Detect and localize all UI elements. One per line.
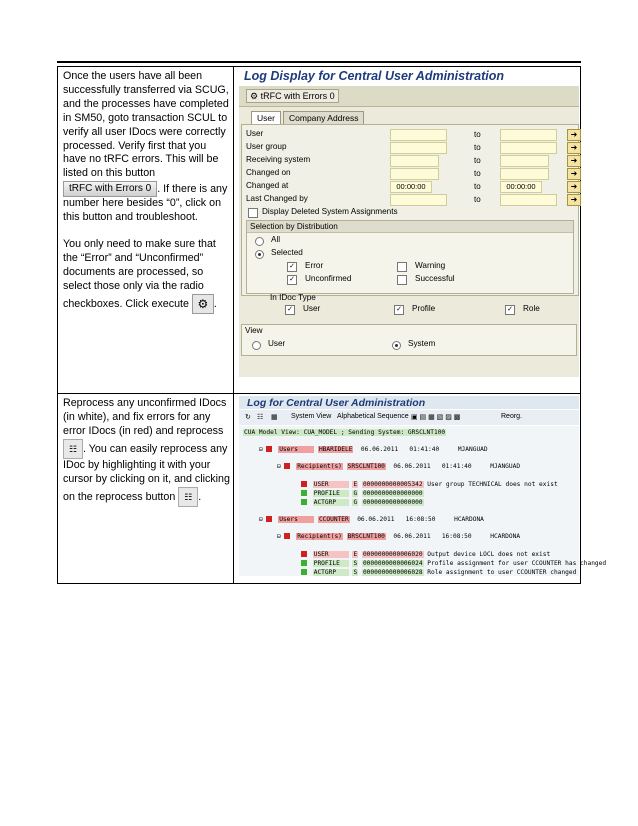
- tab-user[interactable]: User: [251, 111, 281, 124]
- last-changed-by-to-input[interactable]: [500, 194, 557, 206]
- log-display-screen: [234, 67, 580, 393]
- node-icon: ⊟: [277, 463, 281, 470]
- time: 16:08:50: [441, 533, 472, 540]
- radio-selected[interactable]: [255, 250, 264, 259]
- ok-status-icon: [301, 490, 307, 496]
- idoc-message: Role assignment to user CCOUNTER changed: [427, 569, 577, 576]
- radio-selected-label: Selected: [271, 248, 303, 257]
- idoc-type: PROFILE: [313, 560, 349, 567]
- idoc-flag: E: [353, 481, 358, 488]
- date: 06.06.2011: [357, 516, 395, 523]
- idoc-number: 0000000000000000: [362, 490, 423, 497]
- changed-by: MJANGUAD: [457, 446, 488, 453]
- selection-group-title: Selection by Distribution: [247, 221, 573, 233]
- display-deleted-checkbox[interactable]: [248, 208, 258, 218]
- reprocess-toolbar-icon[interactable]: ☷: [257, 414, 264, 421]
- to-label: to: [474, 169, 481, 178]
- idoc-flag: S: [353, 560, 358, 567]
- tab-company-address[interactable]: Company Address: [283, 111, 364, 124]
- idoc-role-checkbox[interactable]: ✓: [505, 305, 515, 315]
- time: 01:41:40: [441, 463, 472, 470]
- idoc-number: 0000000000006020: [362, 551, 423, 558]
- reprocess-icon: ☷: [178, 487, 198, 507]
- cua-log-titlebar: [239, 396, 579, 409]
- row1-text-p1-after: . If there is any number here besides “0”, click on this button and troubleshoot.: [63, 183, 228, 224]
- view-user-label: User: [268, 339, 286, 348]
- idoc-flag: G: [353, 499, 358, 506]
- users-value: HBARIDELE: [318, 446, 353, 453]
- radio-all-label: All: [271, 235, 281, 244]
- idoc-row[interactable]: [301, 560, 606, 567]
- changed-at-from-input[interactable]: 00:00:00: [390, 181, 432, 193]
- trfc-errors-button-label: tRFC with Errors 0: [260, 91, 335, 101]
- row1-paragraph-2: [63, 238, 230, 314]
- idoc-number: 0000000000006028: [362, 569, 423, 576]
- cua-log-screen: [234, 394, 607, 580]
- trfc-errors-button[interactable]: ⚙ tRFC with Errors 0: [246, 89, 339, 103]
- row2-text-c: .: [198, 490, 202, 503]
- unconfirmed-checkbox[interactable]: ✓: [287, 275, 297, 285]
- date: 06.06.2011: [393, 463, 431, 470]
- field-label-last-changed-by: Last Changed by: [246, 194, 308, 203]
- field-label-receiving-system: Receiving system: [246, 155, 311, 164]
- display-deleted-label: Display Deleted System Assignments: [262, 207, 398, 216]
- error-status-icon: [284, 533, 290, 539]
- warning-checkbox[interactable]: [397, 262, 407, 272]
- idoc-role-label: Role: [523, 304, 540, 313]
- recipient-node[interactable]: [277, 463, 520, 470]
- receiving-system-from-input[interactable]: [390, 155, 439, 167]
- idoc-row[interactable]: [301, 490, 424, 497]
- idoc-profile-label: Profile: [412, 304, 436, 313]
- recipient-node[interactable]: [277, 533, 520, 540]
- header-line-text: CUA Model View: CUA_MODEL ; Sending System: GRSCLNT100: [244, 429, 446, 436]
- view-group-title: View: [245, 326, 263, 335]
- expand-icon[interactable]: ▦: [271, 414, 278, 421]
- idoc-row[interactable]: [301, 499, 424, 506]
- reorg-button[interactable]: Reorg.: [501, 413, 523, 420]
- idoc-message: User group TECHNICAL does not exist: [427, 481, 558, 488]
- idoc-row[interactable]: [301, 569, 576, 576]
- changed-on-to-input[interactable]: [500, 168, 549, 180]
- cua-log-toolbar: [239, 410, 579, 425]
- user-criteria-frame: [241, 124, 579, 302]
- error-status-icon: [284, 463, 290, 469]
- date: 06.06.2011: [360, 446, 399, 453]
- reprocess-icon: ☷: [63, 439, 83, 459]
- field-label-user: User: [246, 129, 264, 138]
- recipient-label: Recipient(s): [297, 533, 342, 540]
- to-label: to: [474, 130, 481, 139]
- last-changed-by-from-input[interactable]: [390, 194, 447, 206]
- idoc-type: USER: [313, 551, 349, 558]
- recipient-value: BRSCLNT100: [347, 533, 385, 540]
- successful-label: Successful: [415, 274, 455, 283]
- view-system-label: System: [408, 339, 436, 348]
- error-status-icon: [266, 516, 272, 522]
- log-display-body: [239, 107, 579, 377]
- warning-label: Warning: [415, 261, 446, 270]
- multiple-selection-icon[interactable]: ➜: [567, 168, 581, 180]
- selection-by-distribution-group: [246, 220, 574, 294]
- error-label: Error: [305, 261, 324, 270]
- idoc-number: 0000000000000000: [362, 499, 423, 506]
- multiple-selection-icon[interactable]: ➜: [567, 181, 581, 193]
- view-user-radio[interactable]: [252, 341, 261, 350]
- execute-icon: ⚙: [192, 294, 214, 314]
- to-label: to: [474, 143, 481, 152]
- row2-text-cell: [58, 394, 234, 584]
- toolbar-icons[interactable]: ▣ ▤ ▦ ▧ ▨ ▩: [411, 414, 461, 421]
- node-icon: ⊟: [277, 533, 281, 540]
- ok-status-icon: [301, 569, 307, 575]
- multiple-selection-icon[interactable]: ➜: [567, 194, 581, 206]
- idoc-type: USER: [313, 481, 349, 488]
- row2-text-b: . You can easily reprocess any IDoc by highlighting it with your cursor by clicking on it, and clicking on the reprocess button: [63, 442, 230, 503]
- log-display-toolbar: [239, 86, 579, 107]
- cua-log-title: Log for Central User Administration: [247, 397, 426, 409]
- idoc-number: 0000000000006024: [362, 560, 423, 567]
- recipient-value: SRSCLNT100: [347, 463, 385, 470]
- system-view-button[interactable]: System View: [291, 413, 332, 420]
- field-label-user-group: User group: [246, 142, 287, 151]
- header-line: [243, 429, 446, 436]
- idoc-row[interactable]: [301, 481, 558, 488]
- idoc-user-label: User: [303, 304, 321, 313]
- idoc-message: Output device LOCL does not exist: [427, 551, 551, 558]
- changed-on-from-input[interactable]: [390, 168, 439, 180]
- date: 06.06.2011: [393, 533, 431, 540]
- user-group-to-input[interactable]: [500, 142, 557, 154]
- ok-status-icon: [301, 560, 307, 566]
- successful-checkbox[interactable]: [397, 275, 407, 285]
- row2-screenshot-cell: [234, 394, 607, 584]
- error-status-icon: [301, 551, 307, 557]
- view-system-radio[interactable]: [392, 341, 401, 350]
- users-node[interactable]: [259, 446, 488, 453]
- user-group-from-input[interactable]: [390, 142, 447, 154]
- idoc-type: ACTGRP: [313, 499, 349, 506]
- error-status-icon: [266, 446, 272, 452]
- refresh-icon[interactable]: ↻: [245, 414, 251, 421]
- users-label: Users: [278, 446, 314, 453]
- field-label-changed-on: Changed on: [246, 168, 291, 177]
- node-icon: ⊟: [259, 516, 263, 523]
- idoc-row[interactable]: [301, 551, 550, 558]
- idoc-flag: E: [353, 551, 358, 558]
- multiple-selection-icon[interactable]: ➜: [567, 142, 581, 154]
- user-from-input[interactable]: [390, 129, 447, 141]
- unconfirmed-label: Unconfirmed: [305, 274, 352, 283]
- multiple-selection-icon[interactable]: ➜: [567, 129, 581, 141]
- top-rule: [57, 61, 581, 63]
- changed-by: HCARDONA: [490, 533, 521, 540]
- field-label-changed-at: Changed at: [246, 181, 289, 190]
- radio-all[interactable]: [255, 237, 264, 246]
- users-node[interactable]: [259, 516, 484, 523]
- cua-log-tree: [239, 426, 607, 576]
- row1-text-p2-after: .: [213, 297, 217, 310]
- row1-text-p2: You only need to make sure that the “Error” and “Unconfirmed” documents are processed, so select those only via the radio checkboxes. Click execute: [63, 238, 216, 310]
- row1-paragraph-1: [63, 70, 230, 225]
- idoc-type: ACTGRP: [313, 569, 349, 576]
- node-icon: ⊟: [259, 446, 263, 453]
- recipient-label: Recipient(s): [297, 463, 342, 470]
- instruction-table: [57, 66, 607, 584]
- idoc-flag: S: [353, 569, 358, 576]
- idoc-type-label: In IDoc Type: [270, 293, 316, 302]
- ok-status-icon: [301, 499, 307, 505]
- log-display-title: Log Display for Central User Administration: [244, 69, 504, 83]
- view-group: [241, 324, 577, 356]
- row2-text-a: Reprocess any unconfirmed IDocs (in white), and fix errors for any error IDocs (in red) and reprocess: [63, 397, 227, 437]
- receiving-system-to-input[interactable]: [500, 155, 549, 167]
- users-value: CCOUNTER: [318, 516, 349, 523]
- time: 16:08:50: [405, 516, 436, 523]
- to-label: to: [474, 156, 481, 165]
- error-status-icon: [301, 481, 307, 487]
- idoc-message: Profile assignment for user CCOUNTER has changed: [427, 560, 607, 567]
- to-label: to: [474, 182, 481, 191]
- changed-by: MJANGUAD: [490, 463, 521, 470]
- alphabetical-sequence-button[interactable]: Alphabetical Sequence: [337, 413, 409, 420]
- row1-text-cell: [58, 67, 234, 394]
- user-to-input[interactable]: [500, 129, 557, 141]
- idoc-flag: G: [353, 490, 358, 497]
- users-label: Users: [278, 516, 314, 523]
- changed-at-to-input[interactable]: 00:00:00: [500, 181, 542, 193]
- row1-screenshot-cell: [234, 67, 581, 394]
- idoc-profile-checkbox[interactable]: ✓: [394, 305, 404, 315]
- error-checkbox[interactable]: ✓: [287, 262, 297, 272]
- multiple-selection-icon[interactable]: ➜: [567, 155, 581, 167]
- trfc-errors-inline-button: tRFC with Errors 0: [63, 181, 157, 197]
- idoc-type: PROFILE: [313, 490, 349, 497]
- changed-by: HCARDONA: [454, 516, 484, 523]
- row1-text-p1: Once the users have all been successfully transferred via SCUG, and the processes have completed in SM50, goto transaction SCUL to verify all user IDocs were correctly processed. Verify first that you have no tRFC errors. This will be listed on this button: [63, 70, 229, 180]
- idoc-user-checkbox[interactable]: ✓: [285, 305, 295, 315]
- idoc-number: 0000000000005342: [362, 481, 423, 488]
- time: 01:41:40: [409, 446, 440, 453]
- to-label: to: [474, 195, 481, 204]
